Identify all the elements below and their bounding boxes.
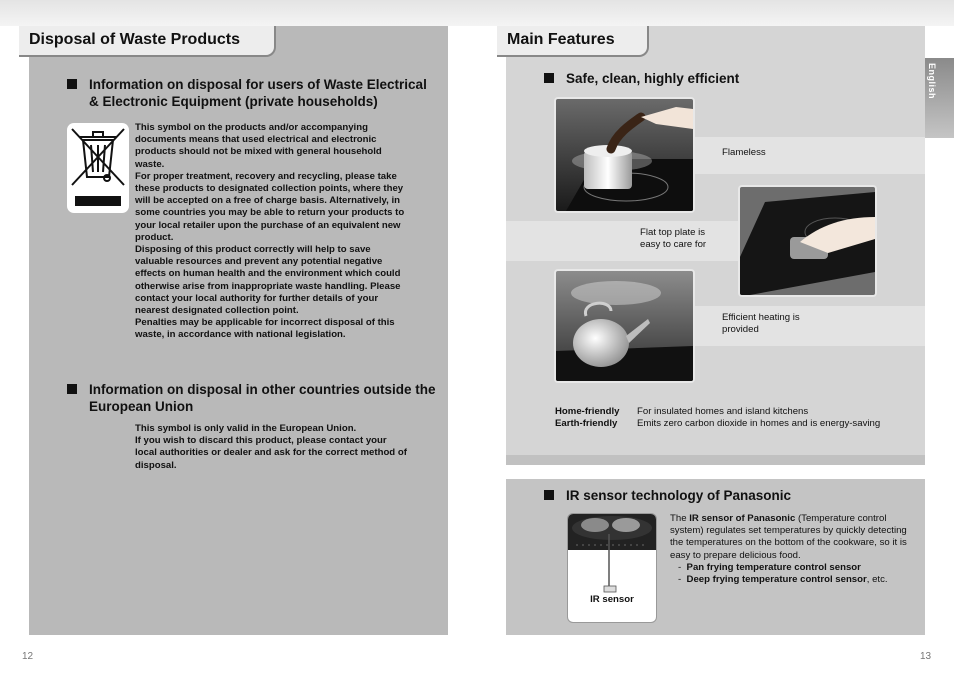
flat-top-line2: easy to care for (640, 239, 707, 250)
section-heading-weee (67, 76, 437, 110)
right-page-header: Main Features (497, 26, 649, 57)
list-dash: - (678, 561, 682, 573)
flameless-band (693, 137, 925, 174)
ir-item-suffix: , etc. (866, 574, 888, 586)
left-page-header: Disposal of Waste Products (19, 26, 276, 57)
ir-paragraph (670, 513, 915, 562)
ir-sensor-illustration (567, 513, 657, 623)
weee-body-text (135, 122, 407, 342)
ir-text-rest: (Temperature control system) regulates set temperatures by quickly detecting the temperatures on the bottom of the cookware, so it is easy to prepare delicious food. (670, 513, 907, 561)
ir-list-item (670, 562, 915, 574)
cooking-pot-photo (554, 97, 695, 213)
ir-description (670, 513, 915, 586)
top-bar-left (0, 0, 477, 26)
efficient-line1: Efficient heating is (722, 312, 800, 323)
paragraph: Penalties may be applicable for incorrect disposal of this waste, in accordance with national legislation. (135, 317, 395, 341)
weee-crossed-bin-icon (67, 123, 129, 213)
section-heading-text: Information on disposal in other countries outside the European Union (89, 382, 436, 414)
earth-friendly-text: Emits zero carbon dioxide in homes and is energy-saving (637, 418, 881, 429)
kettle-photo (554, 269, 695, 383)
bullet-square-icon (67, 384, 77, 394)
efficient-line2: provided (722, 324, 759, 335)
bullet-square-icon (544, 73, 554, 83)
ir-item-text: Pan frying temperature control sensor (686, 561, 861, 573)
paragraph: For proper treatment, recovery and recycling, please take these products to designated collection points, where they will be accepted on a free of charge basis. Alternatively, in some countries you may be able to return your products to your local retailer upon the purchase of an equivalent new product. (135, 170, 405, 243)
home-friendly-text: For insulated homes and island kitchens (637, 406, 809, 417)
features-heading (544, 70, 914, 87)
paragraph: If you wish to discard this product, please contact your local authorities or dealer and ask for the correct method of disposal. (135, 435, 407, 471)
ir-heading (544, 487, 914, 504)
outside-eu-body-text (135, 423, 407, 472)
bullet-square-icon (67, 79, 77, 89)
language-side-tab (925, 58, 954, 138)
cleaning-cooktop-photo (738, 185, 877, 297)
bullet-square-icon (544, 490, 554, 500)
paragraph: This symbol is only valid in the European Union. (135, 423, 357, 434)
ir-text-bold: IR sensor of Panasonic (689, 513, 796, 524)
ir-heading-text: IR sensor technology of Panasonic (566, 488, 792, 503)
features-heading-text: Safe, clean, highly efficient (566, 71, 740, 86)
list-dash: - (678, 574, 682, 586)
panel-divider-strip (506, 455, 925, 465)
home-friendly-label: Home-friendly (555, 406, 620, 417)
flameless-label: Flameless (722, 147, 766, 158)
page-number-left: 12 (22, 651, 34, 662)
section-heading-outside-eu (67, 381, 437, 415)
ir-sensor-label: IR sensor (590, 594, 634, 605)
ir-item-text: Deep frying temperature control sensor (686, 574, 867, 586)
page-number-right: 13 (920, 651, 932, 662)
efficient-band (693, 306, 925, 346)
flat-top-line1: Flat top plate is (640, 227, 706, 238)
earth-friendly-label: Earth-friendly (555, 418, 618, 429)
section-heading-text: Information on disposal for users of Waste Electrical & Electronic Equipment (private households) (89, 77, 427, 109)
ir-text-prefix: The (670, 513, 690, 524)
top-bar-right (477, 0, 954, 26)
ir-list-item (670, 574, 915, 586)
flat-top-band (506, 221, 740, 261)
language-label: English (927, 63, 937, 100)
paragraph: Disposing of this product correctly will help to save valuable resources and prevent any potential negative effects on human health and the environment which could otherwise arise from inappropriate waste handling. Please contact your local authority for further details of your nearest designated collection point. (135, 244, 401, 317)
paragraph: This symbol on the products and/or accompanying documents means that used electrical and electronic products should not be mixed with general household waste. (135, 122, 382, 170)
